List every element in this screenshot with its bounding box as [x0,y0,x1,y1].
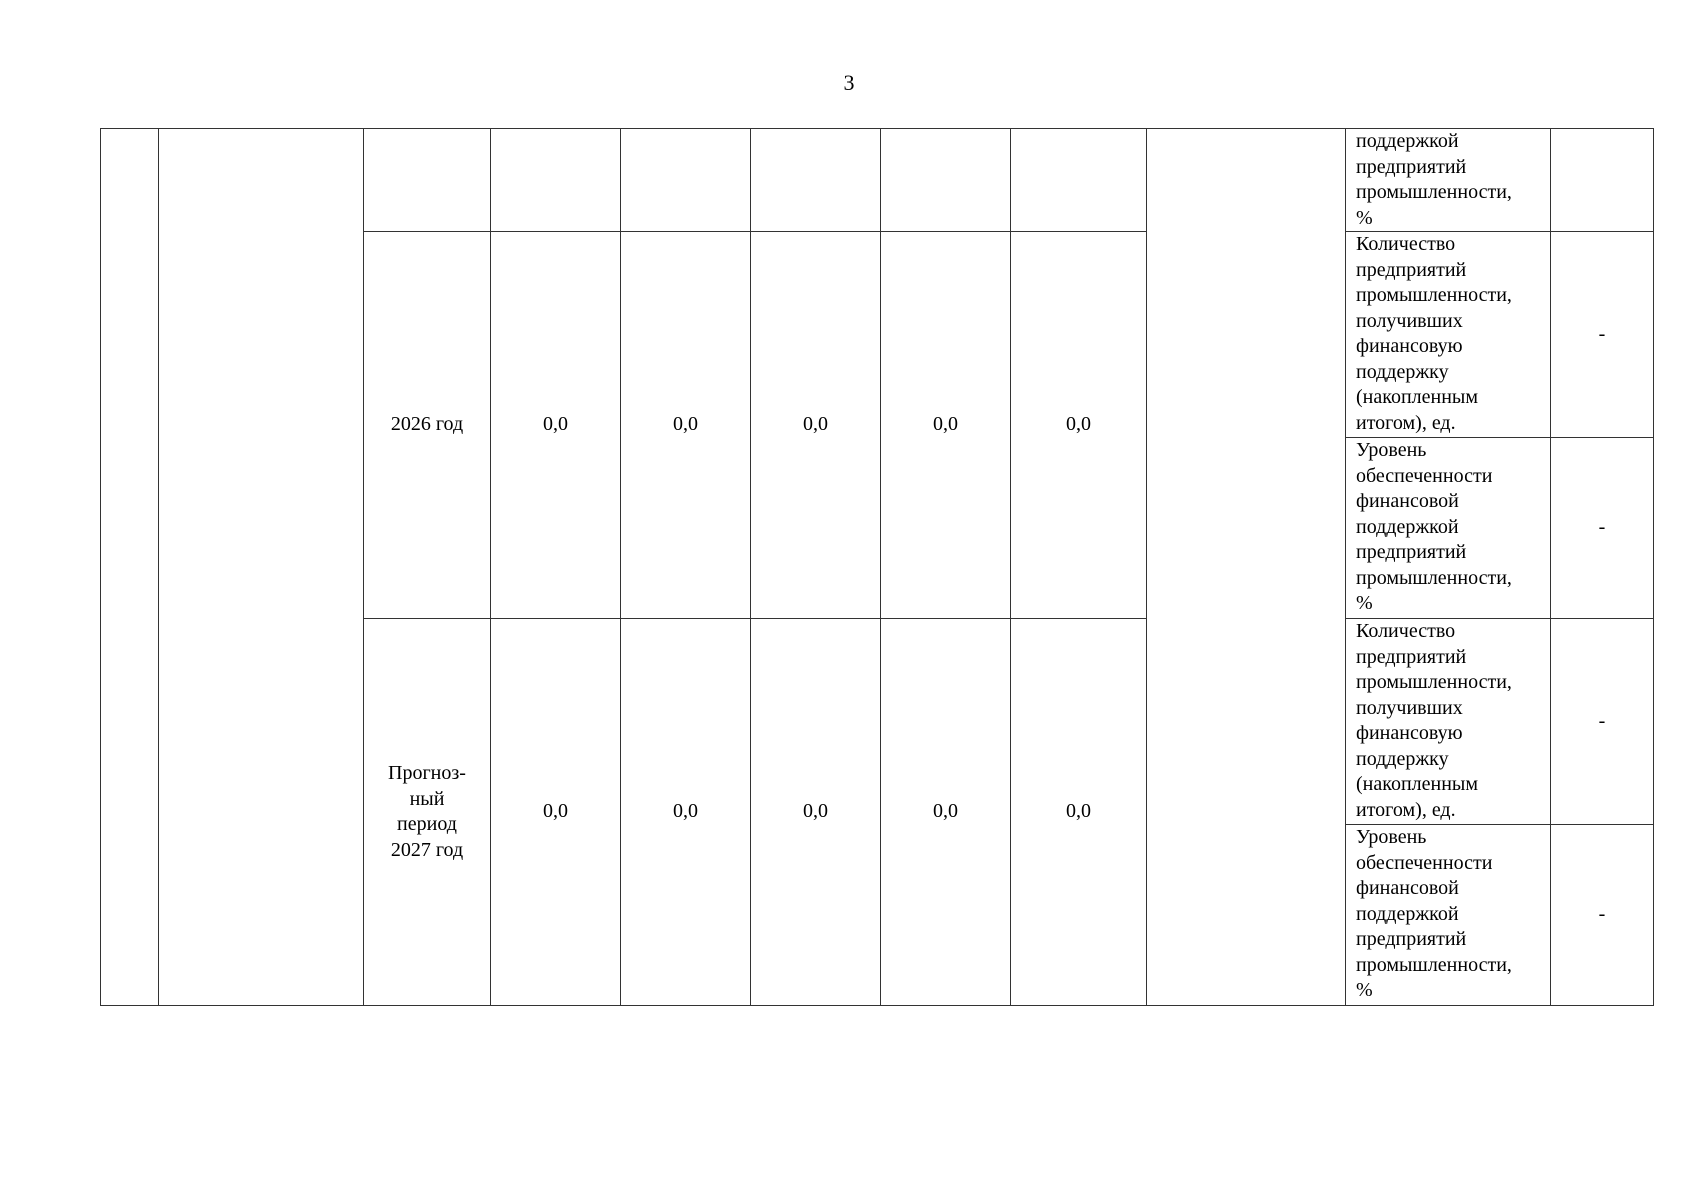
indicator-value-cell: - [1551,619,1654,825]
table-row [101,129,1654,232]
value-cell: 0,0 [491,232,621,619]
value-cell: 0,0 [881,619,1011,1006]
value-cell: 0,0 [881,232,1011,619]
indicator-cell: Количество предприятий промышленности, получивших финансовую поддержку (накопленным итогом), ед. [1346,232,1551,438]
number-cell [101,129,159,1006]
value-cell: 0,0 [621,619,751,1006]
page-number: 3 [843,70,855,95]
indicator-value-cell [1551,129,1654,232]
indicator-cell: Уровень обеспеченности финансовой поддержкой предприятий промышленности, % [1346,438,1551,619]
indicator-value-cell: - [1551,438,1654,619]
indicator-cell: Количество предприятий промышленности, получивших финансовую поддержку (накопленным итогом), ед. [1346,619,1551,825]
value-cell [491,129,621,232]
value-cell: 0,0 [491,619,621,1006]
indicator-cell: Уровень обеспеченности финансовой поддержкой предприятий промышленности, % [1346,825,1551,1006]
value-cell: 0,0 [621,232,751,619]
value-cell [1011,129,1147,232]
value-cell: 0,0 [751,232,881,619]
indicator-value-cell: - [1551,232,1654,438]
name-cell [159,129,364,1006]
value-cell [621,129,751,232]
executor-cell [1147,129,1346,1006]
indicator-cell: поддержкой предприятий промышленности, % [1346,129,1551,232]
value-cell: 0,0 [1011,232,1147,619]
value-cell: 0,0 [1011,619,1147,1006]
period-cell: Прогноз- ный период 2027 год [364,619,491,1006]
program-table [100,128,1654,1006]
value-cell [881,129,1011,232]
value-cell [751,129,881,232]
period-cell [364,129,491,232]
period-cell: 2026 год [364,232,491,619]
value-cell: 0,0 [751,619,881,1006]
indicator-value-cell: - [1551,825,1654,1006]
